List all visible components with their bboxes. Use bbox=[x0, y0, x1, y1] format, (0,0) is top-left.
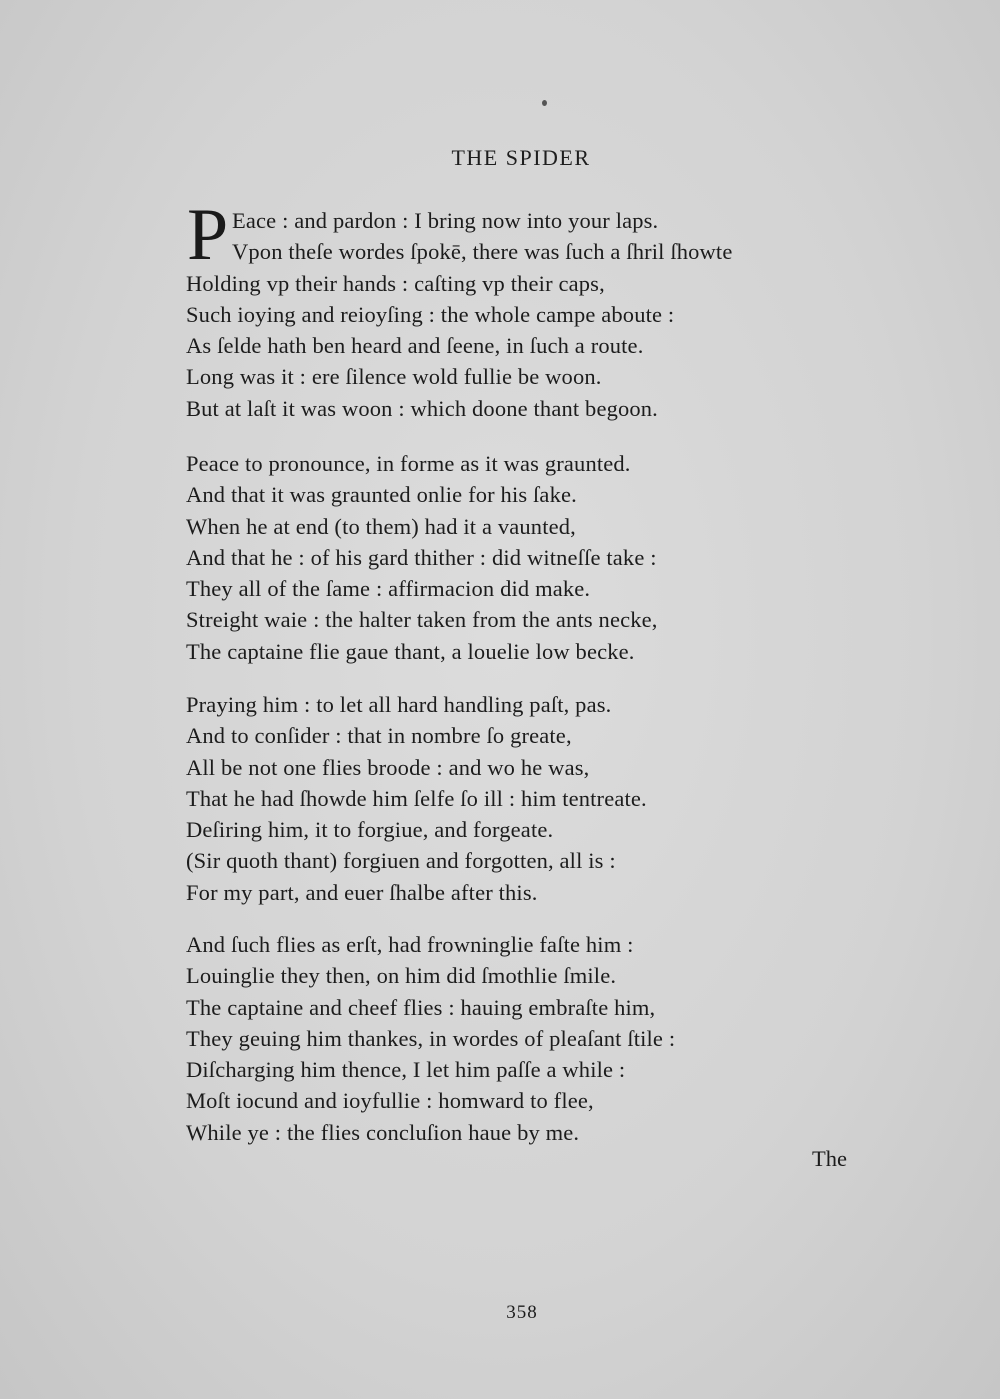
verse-line: Diſcharging him thence, I let him paſſe a while : bbox=[186, 1057, 626, 1083]
verse-line: All be not one flies broode : and wo he was, bbox=[186, 754, 590, 780]
ink-speck bbox=[542, 100, 547, 106]
stanza-2 bbox=[186, 448, 886, 667]
catchword: The bbox=[812, 1146, 847, 1171]
verse-line: And ſuch flies as erſt, had frowninglie faſte him : bbox=[186, 932, 634, 957]
verse-line: The captaine flie gaue thant, a louelie low becke. bbox=[186, 638, 635, 664]
verse-line: Eace : and pardon : I bring now into your laps. bbox=[232, 208, 659, 233]
page-title: THE SPIDER bbox=[451, 145, 591, 170]
stanza-4 bbox=[186, 929, 886, 1148]
verse-line: For my part, and euer ſhalbe after this. bbox=[186, 879, 538, 905]
verse-line: The captaine and cheef flies : hauing embraſte him, bbox=[186, 994, 656, 1020]
verse-line: As ſelde hath ben heard and ſeene, in ſuch a route. bbox=[186, 333, 644, 359]
verse-line: Moſt iocund and ioyfullie : homward to flee, bbox=[186, 1088, 594, 1114]
verse-line: They all of the ſame : affirmacion did make. bbox=[186, 576, 591, 602]
verse-line: But at laſt it was woon : which doone thant begoon. bbox=[186, 395, 658, 421]
verse-line: Praying him : to let all hard handling paſt, pas. bbox=[186, 692, 612, 717]
verse-line: While ye : the flies concluſion haue by me. bbox=[186, 1119, 580, 1145]
verse-line: Deſiring him, it to forgiue, and forgeate. bbox=[186, 817, 554, 843]
stanza-3 bbox=[186, 689, 886, 908]
verse-line: And to conſider : that in nombre ſo greate, bbox=[186, 723, 572, 749]
verse-line: And that it was graunted onlie for his ſake. bbox=[186, 482, 577, 508]
verse-line: And that he : of his gard thither : did witneſſe take : bbox=[186, 544, 657, 570]
verse-line: When he at end (to them) had it a vaunted, bbox=[186, 513, 576, 539]
drop-capital: P bbox=[187, 194, 229, 276]
verse-line: Louinglie they then, on him did ſmothlie ſmile. bbox=[186, 963, 617, 989]
stanza-1 bbox=[186, 205, 886, 424]
verse-line: They geuing him thankes, in wordes of pleaſant ſtile : bbox=[186, 1025, 676, 1051]
page-number: 358 bbox=[506, 1302, 538, 1323]
verse-line: Holding vp their hands : caſting vp their caps, bbox=[186, 270, 605, 296]
verse-line: Peace to pronounce, in forme as it was graunted. bbox=[186, 451, 631, 476]
verse-line: (Sir quoth thant) forgiuen and forgotten, all is : bbox=[186, 848, 616, 874]
verse-line: Such ioying and reioyſing : the whole campe aboute : bbox=[186, 301, 675, 327]
verse-line: Long was it : ere ſilence wold fullie be woon. bbox=[186, 364, 602, 390]
verse-line: That he had ſhowde him ſelfe ſo ill : him tentreate. bbox=[186, 785, 647, 811]
verse-line: Vpon theſe wordes ſpokē, there was ſuch a ſhril ſhowte bbox=[232, 239, 733, 265]
verse-line: Streight waie : the halter taken from the ants necke, bbox=[186, 607, 658, 633]
